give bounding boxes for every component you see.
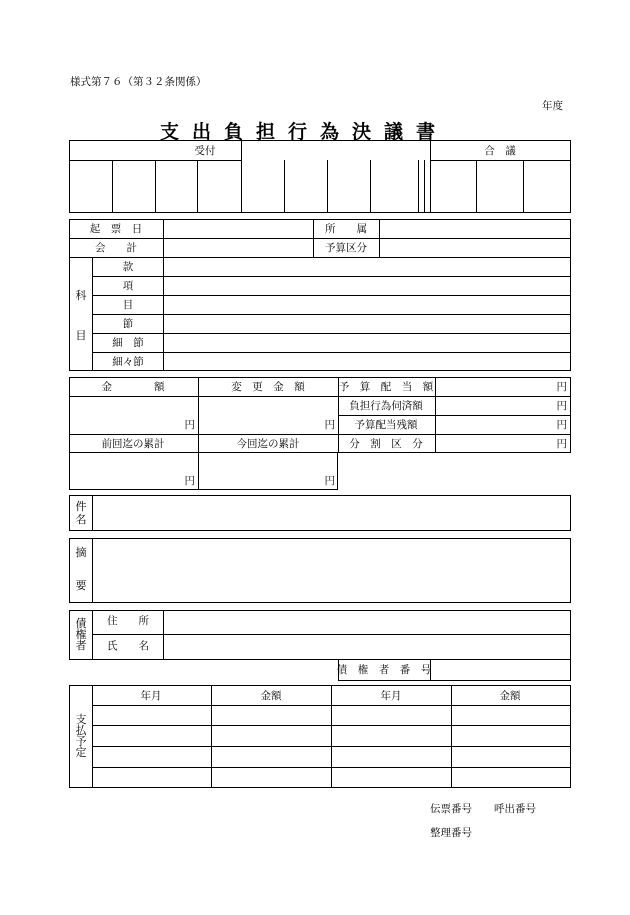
call-number-label: 呼出番号 xyxy=(494,803,536,815)
stamp-cell-divider xyxy=(418,160,419,213)
stamp-cell-divider xyxy=(284,160,285,213)
divider xyxy=(430,140,431,160)
creditor-label-3: 者 xyxy=(75,639,87,652)
year-month-header: 年月 xyxy=(380,690,402,702)
yen-unit: 円 xyxy=(556,381,567,393)
stamp-cell-divider xyxy=(197,160,198,213)
division-label: 分 割 区 分 xyxy=(349,438,423,450)
stamp-cell-divider xyxy=(370,160,371,213)
schedule-label-3: 予 xyxy=(75,735,87,748)
creditor-number-label: 債 権 者 番 号 xyxy=(336,664,432,676)
subject-label-top: 科 xyxy=(75,289,87,302)
divider xyxy=(451,685,452,788)
change-amount-label: 変 更 金 額 xyxy=(231,381,305,393)
reference-number-label: 整理番号 xyxy=(430,827,472,839)
divider xyxy=(92,685,93,788)
divider xyxy=(379,219,380,257)
prev-cumulative-label: 前回迄の累計 xyxy=(101,438,165,450)
schedule-label-4: 定 xyxy=(75,746,87,759)
fiscal-year-label: 年度 xyxy=(542,100,563,112)
divider xyxy=(163,219,164,371)
divider xyxy=(163,610,164,660)
saisaisetsu-label: 細々節 xyxy=(112,356,144,368)
divider xyxy=(331,685,332,788)
address-label: 住 所 xyxy=(107,615,149,627)
budget-remaining-label: 予算配当残額 xyxy=(354,419,418,431)
yen-unit: 円 xyxy=(556,438,567,450)
divider xyxy=(313,219,314,257)
summary-label-top: 摘 xyxy=(75,546,87,559)
commitment-done-label: 負担行為伺済額 xyxy=(349,400,423,412)
kenmei-label-bottom: 名 xyxy=(75,513,87,526)
stamp-cell-divider xyxy=(523,160,524,213)
divider xyxy=(338,415,571,416)
divider xyxy=(92,538,93,603)
divider xyxy=(430,160,571,161)
divider xyxy=(92,257,93,371)
reception-label: 受付 xyxy=(194,145,216,157)
stamp-cell-divider xyxy=(424,160,425,213)
divider xyxy=(92,495,93,531)
divider xyxy=(92,610,93,660)
summary-label-bottom: 要 xyxy=(75,579,87,592)
yen-unit: 円 xyxy=(184,475,195,487)
summary-box xyxy=(69,538,571,603)
amount-label: 金 額 xyxy=(101,381,165,393)
divider xyxy=(198,377,199,490)
divider xyxy=(69,238,571,239)
stamp-cell-divider xyxy=(241,160,242,213)
draft-date-label: 起 票 日 xyxy=(89,223,143,235)
budget-allocation-label: 予 算 配 当 額 xyxy=(338,381,434,393)
affiliation-label: 所 属 xyxy=(325,223,367,235)
divider xyxy=(241,140,242,160)
stamp-cell-divider xyxy=(430,160,431,213)
amount-header: 金額 xyxy=(260,690,282,702)
divider xyxy=(211,685,212,788)
schedule-label-1: 支 xyxy=(75,713,87,726)
setsu-label: 節 xyxy=(122,318,134,330)
moku-label: 目 xyxy=(122,299,134,311)
budget-category-label: 予算区分 xyxy=(325,242,367,254)
kan-label: 款 xyxy=(122,261,134,273)
divider xyxy=(69,434,571,435)
stamp-cell-divider xyxy=(112,160,113,213)
year-month-header: 年月 xyxy=(140,690,162,702)
yen-unit: 円 xyxy=(556,400,567,412)
schedule-label-2: 払 xyxy=(75,724,87,737)
page-title: 支出負担行為決議書 xyxy=(159,121,449,143)
divider xyxy=(69,257,571,258)
kenmei-label-top: 件 xyxy=(75,500,87,513)
subject-box xyxy=(69,495,571,531)
name-label: 氏 名 xyxy=(107,640,149,652)
yen-unit: 円 xyxy=(324,475,335,487)
account-label: 会 計 xyxy=(95,242,137,254)
subject-label-bottom: 目 xyxy=(75,329,87,342)
amount-header: 金額 xyxy=(499,690,521,702)
creditor-label-2: 権 xyxy=(75,628,87,641)
kou-label: 項 xyxy=(122,280,134,292)
current-cumulative-label: 今回迄の累計 xyxy=(236,438,300,450)
slip-number-label: 伝票番号 xyxy=(430,803,472,815)
creditor-label-1: 債 xyxy=(75,617,87,630)
saisetsu-label: 細 節 xyxy=(112,337,144,349)
yen-unit: 円 xyxy=(324,419,335,431)
stamp-cell-divider xyxy=(155,160,156,213)
yen-unit: 円 xyxy=(184,419,195,431)
form-number: 様式第７６（第３２条関係） xyxy=(70,76,207,88)
yen-unit: 円 xyxy=(556,419,567,431)
cumulative-values xyxy=(69,452,338,490)
consultation-label: 合 議 xyxy=(484,145,516,157)
stamp-cell-divider xyxy=(327,160,328,213)
divider xyxy=(69,396,571,397)
divider xyxy=(435,377,436,453)
stamp-cell-divider xyxy=(476,160,477,213)
